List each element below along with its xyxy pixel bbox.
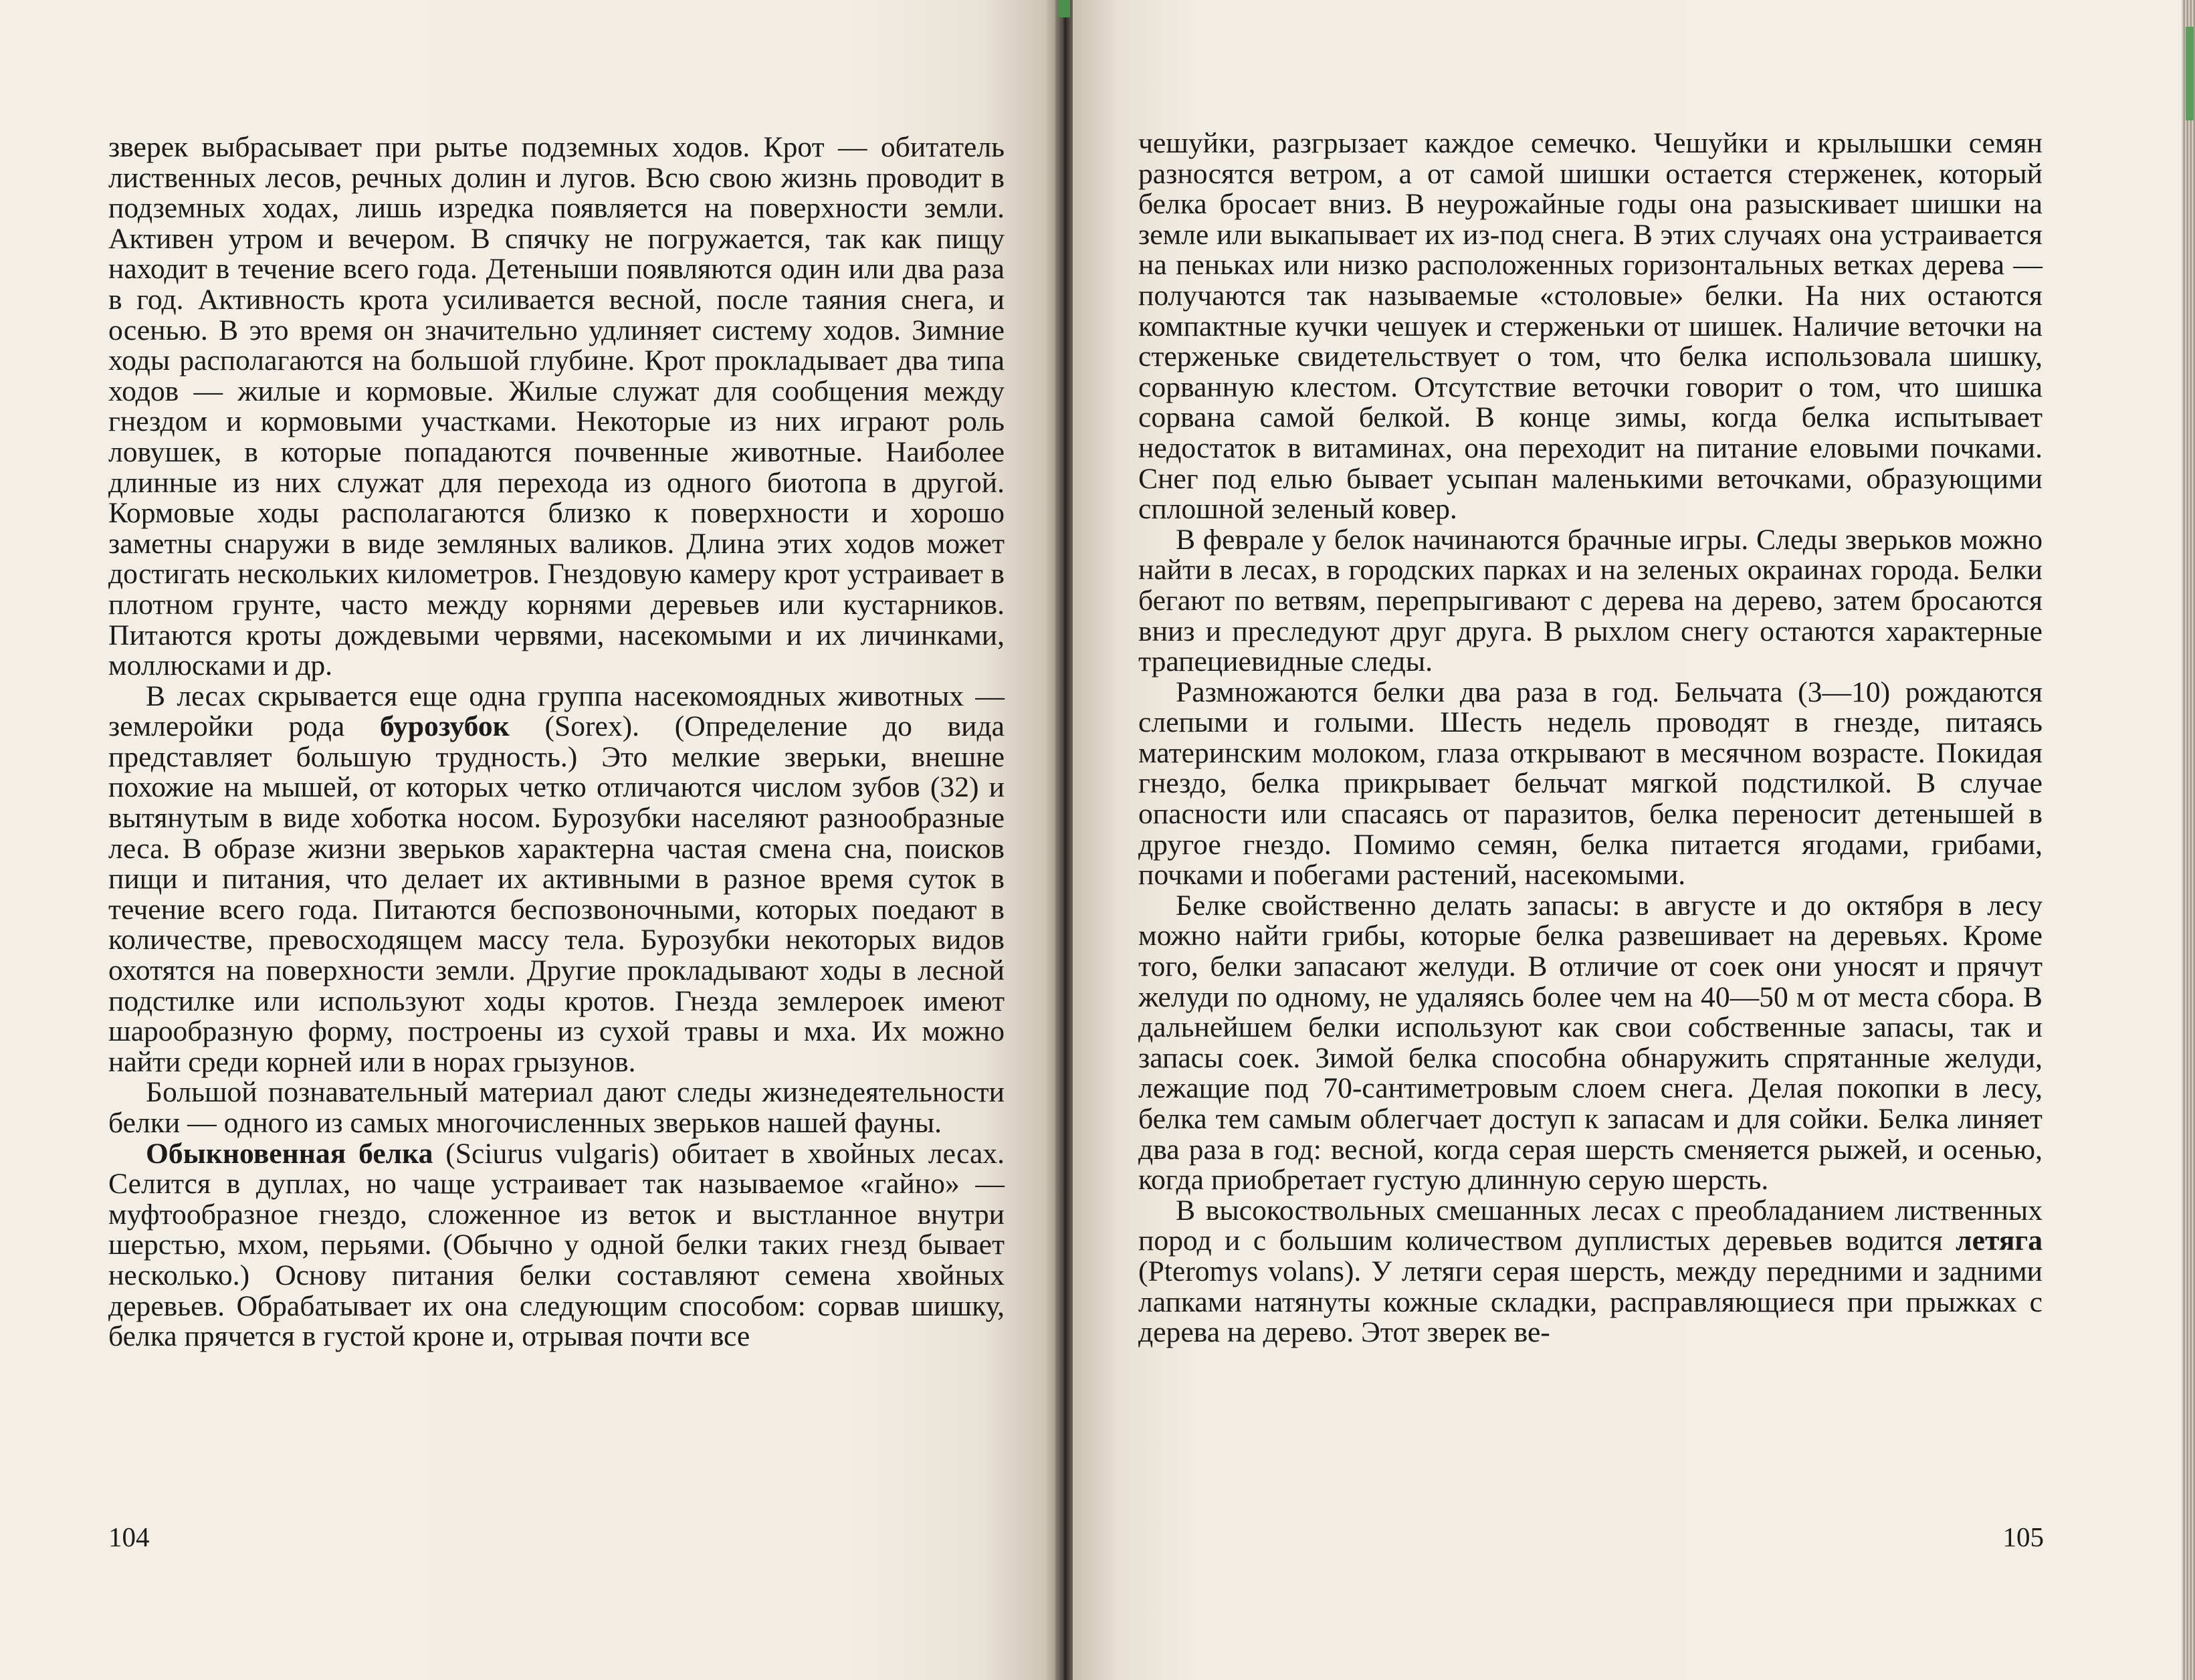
bookmark-ribbon [1058, 0, 1070, 17]
text-run: чешуйки, разгрызает каждое семечко. Чешуйки и крылышки семян разносятся ветром, а от самой шишки остается стерженек, который белка бросает вниз. В неурожайные годы она разыскивает шишки на земле или выкапывает их из-под снега. В этих случаях она устраивается на пеньках или низко расположенных горизонтальных ветках дерева — получаются так называемые «столовые» белки. На них остаются компактные кучки чешуек и стерженьки от шишек. Наличие веточки на стерженьке свидетельствует о том, что белка использовала шишку, сорванную клестом. Отсутствие веточки говорит о том, что шишка сорвана самой белкой. В конце зимы, когда белка испытывает недостаток в витаминах, она переходит на питание еловыми почками. Снег под елью бывает усыпан маленькими веточками, образующими сплошной зеленый ковер. [1138, 127, 2043, 526]
paragraph [1138, 1196, 2043, 1348]
left-page-body [108, 132, 1005, 1352]
paragraph [108, 1077, 1005, 1138]
term-obyknovennaya-belka: Обыкновенная белка [146, 1137, 433, 1170]
paragraph [1138, 677, 2043, 891]
paragraph [1138, 525, 2043, 677]
paragraph [108, 132, 1005, 681]
term-burozubok: бурозубок [379, 710, 510, 743]
text-run: В лесах скрывается еще одна группа насекомоядных животных — землеройки рода [108, 679, 1005, 743]
text-run: Размножаются белки два раза в год. Бельчата (3—10) рождаются слепыми и голыми. Шесть недель проводят в гнезде, питаясь материнским молоком, глаза открывают в месячном возрасте. Покидая гнездо, белка прикрывает бельчат мягкой подстилкой. В случае опасности или спасаясь от паразитов, белка переносит детенышей в другое гнездо. Помимо семян, белка питается ягодами, грибами, почками и побегами растений, насекомыми. [1138, 675, 2043, 891]
page-number: 104 [108, 1521, 150, 1552]
paragraph [108, 1139, 1005, 1352]
bookmark-tab [2186, 27, 2194, 120]
term-letyaga: летяга [1956, 1225, 2043, 1257]
page-number: 105 [2002, 1521, 2044, 1552]
text-run: зверек выбрасывает при рытье подземных ходов. Крот — обитатель лиственных лесов, речных долин и лугов. Всю свою жизнь проводит в подземных ходах, лишь изредка появляется на поверхности земли. Активен утром и вечером. В спячку не погружается, так как пищу находит в течение всего года. Детеныши появляются один или два раза в год. Активность крота усиливается весной, после таяния снега, и осенью. В это время он значительно удлиняет систему ходов. Зимние ходы располагаются на большой глубине. Крот прокладывает два типа ходов — жилые и кормовые. Жилые служат для сообщения между гнездом и кормовыми участками. Некоторые из них играют роль ловушек, в которые попадаются почвенные животные. Наиболее длинные из них служат для перехода из одного биотопа в другой. Кормовые ходы располагаются близко к поверхности и хорошо заметны снаружи в виде земляных валиков. Длина этих ходов может достигать нескольких километров. Гнездовую камеру крот устраивает в плотном грунте, часто между корнями деревьев или кустарников. Питаются кроты дождевыми червями, насекомыми и их личинками, моллюсками и др. [108, 131, 1005, 682]
right-page [1073, 0, 2182, 1680]
text-run: Белке свойственно делать запасы: в августе и до октября в лесу можно найти грибы, которые белка развешивает на деревьях. Кроме того, белки запасают желуди. В отличие от соек они уносят и прячут желуди по одному, не удаляясь более чем на 40—50 м от места сбора. В дальнейшем белки используют как свои собственные запасы, так и запасы соек. Зимой белка способна обнаружить спрятанные желуди, лежащие под 70-сантиметровым слоем снега. Делая покопки в лесу, белка тем самым облегчает доступ к запасам и для сойки. Белка линяет два раза в год: весной, когда серая шерсть сменяется рыжей, и осенью, когда приобретает густую длинную серую шерсть. [1138, 889, 2043, 1196]
text-run: В высокоствольных смешанных лесах с преобладанием лиственных пород и с большим количеством дуплистых деревьев водится [1138, 1194, 2043, 1257]
text-run: (Pteromys volans). У летяги серая шерсть, между передними и задними лапками натянуты кожные складки, расправляющиеся при прыжках с дерева на дерево. Этот зверек ве- [1138, 1255, 2043, 1349]
page-edges [2182, 0, 2195, 1680]
paragraph [1138, 891, 2043, 1196]
text-run: (Sciurus vulgaris) обитает в хвойных лесах. Селится в дуплах, но чаще устраивает так называемое «гайно» — муфтообразное гнездо, сложенное из веток и выстланное внутри шерстью, мхом, перьями. (Обычно у одной белки таких гнезд бывает несколько.) Основу питания белки составляют семена хвойных деревьев. Обрабатывает их она следующим способом: сорвав шишку, белка прячется в густой кроне и, отрывая почти все [108, 1137, 1005, 1353]
paragraph [108, 681, 1005, 1078]
book-gutter [1055, 0, 1073, 1680]
left-page [0, 0, 1055, 1680]
right-page-body [1138, 128, 2043, 1348]
text-run: В феврале у белок начинаются брачные игры. Следы зверьков можно найти в лесах, в городских парках и на зеленых окраинах города. Белки бегают по ветвям, перепрыгивают с дерева на дерево, затем бросаются вниз и преследуют друг друга. В рыхлом снегу остаются характерные трапециевидные следы. [1138, 523, 2043, 678]
text-run: (Sorex). (Определение до вида представляет большую трудность.) Это мелкие зверьки, внешне похожие на мышей, от которых четко отличаются числом зубов (32) и вытянутым в виде хоботка носом. Бурозубки населяют разнообразные леса. В образе жизни зверьков характерна частая смена сна, поисков пищи и питания, что делает их активными в разное время суток в течение всего года. Питаются беспозвоночными, которых поедают в количестве, превосходящем массу тела. Бурозубки некоторых видов охотятся на поверхности земли. Другие прокладывают ходы в лесной подстилке или используют ходы кротов. Гнезда землероек имеют шарообразную форму, построены из сухой травы и мха. Их можно найти среди корней или в норах грызунов. [108, 710, 1005, 1078]
text-run: Большой познавательный материал дают следы жизнедеятельности белки — одного из самых многочисленных зверьков нашей фауны. [108, 1076, 1005, 1139]
paragraph [1138, 128, 2043, 525]
